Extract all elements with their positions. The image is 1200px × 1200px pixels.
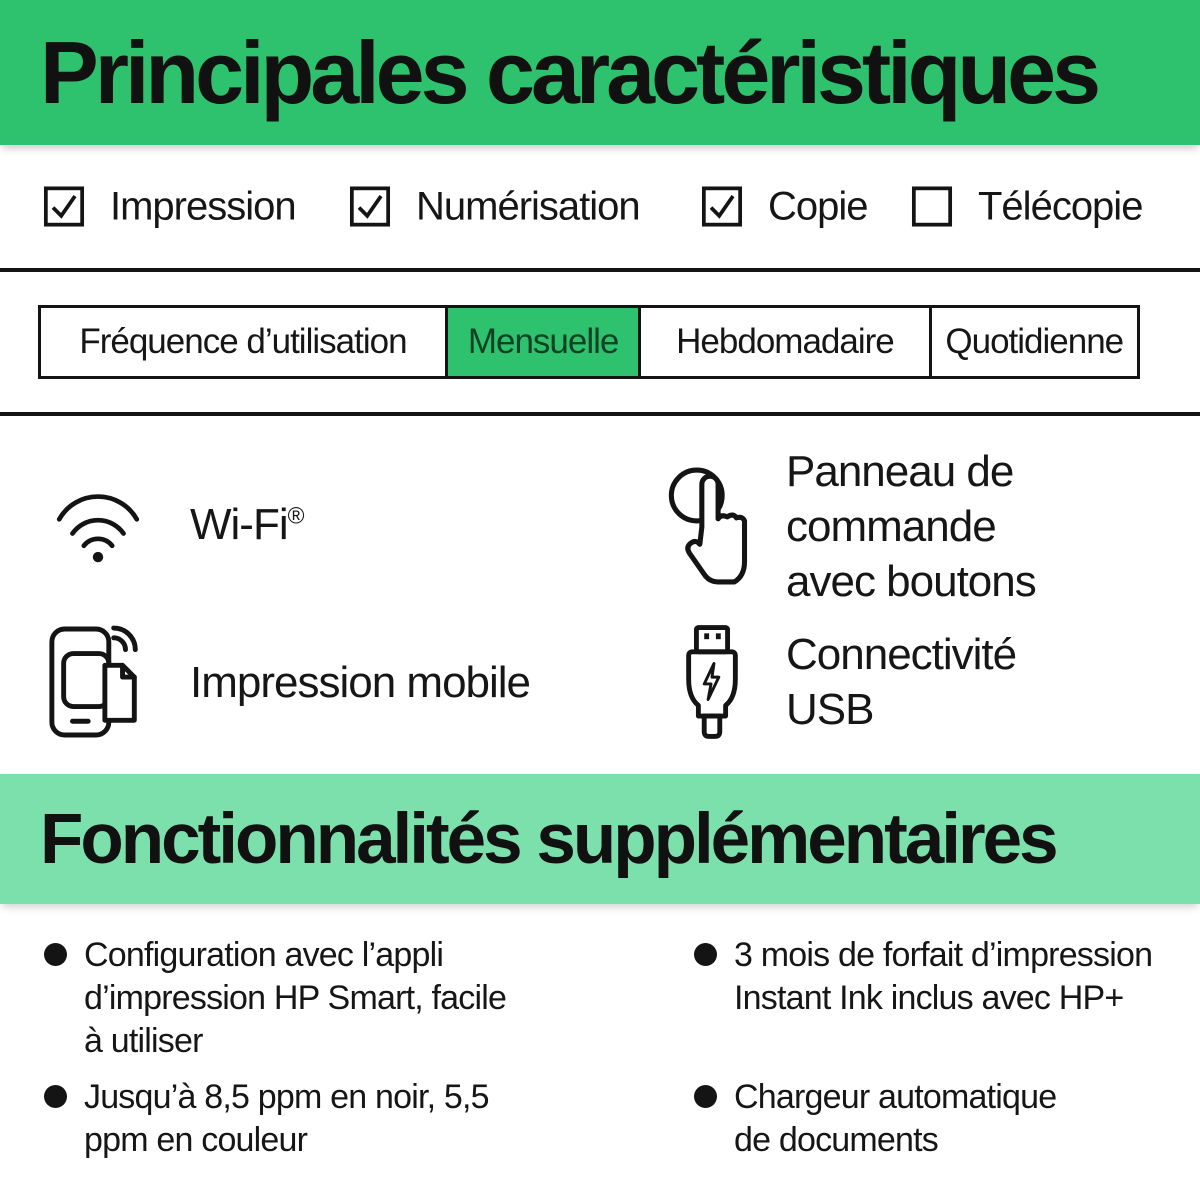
capability-label: Copie (768, 184, 868, 228)
usb-icon (650, 622, 774, 742)
bullet-text: 3 mois de forfait d’impression Instant Ink inclus avec HP+ (734, 936, 1153, 1017)
capability-label: Impression (110, 184, 296, 228)
capability-label: Télécopie (978, 184, 1143, 228)
checkbox-unchecked-icon (910, 185, 954, 229)
checkbox-checked-icon (348, 185, 392, 229)
bullet-dot-icon (694, 1085, 717, 1108)
list-item (44, 934, 514, 1062)
page-title: Principales caractéristiques (40, 22, 1098, 122)
capabilities-row (0, 145, 1200, 272)
additional-features-list (0, 904, 1200, 1192)
usage-frequency-table (38, 305, 1140, 379)
feature-wifi (36, 466, 303, 582)
frequency-row-label: Fréquence d’utilisation (79, 322, 407, 361)
mobile-printing-icon (36, 622, 160, 742)
bullet-dot-icon (694, 943, 717, 966)
usage-frequency-section (0, 272, 1200, 416)
capability-numerisation[interactable] (348, 184, 640, 229)
wifi-icon (36, 480, 160, 568)
feature-label: Impression mobile (190, 657, 531, 707)
list-item (694, 934, 1154, 1020)
features-grid (0, 416, 1200, 774)
feature-mobile-printing (36, 604, 530, 760)
frequency-option-mensuelle[interactable]: Mensuelle (445, 308, 638, 376)
capability-impression[interactable] (42, 184, 296, 229)
feature-usb (650, 604, 1066, 760)
button-press-icon (650, 464, 774, 588)
capability-copie[interactable] (700, 184, 868, 229)
registered-mark: ® (287, 501, 304, 528)
bullet-text: Chargeur automatique de documents (734, 1078, 1057, 1159)
list-item (694, 1076, 1094, 1162)
checkbox-checked-icon (42, 185, 86, 229)
feature-label: Wi-Fi® (190, 499, 304, 549)
capability-label: Numérisation (416, 184, 640, 228)
feature-control-panel (650, 436, 1076, 616)
frequency-option-hebdomadaire[interactable]: Hebdomadaire (638, 308, 928, 376)
bullet-text: Configuration avec l’appli d’impression HP Smart, facile à utiliser (84, 936, 507, 1060)
main-header-banner (0, 0, 1200, 145)
feature-label: Connectivité USB (786, 630, 1017, 734)
bullet-dot-icon (44, 1085, 67, 1108)
capability-telecopie[interactable] (910, 184, 1142, 229)
list-item (44, 1076, 514, 1162)
frequency-option-quotidienne[interactable]: Quotidienne (929, 308, 1137, 376)
additional-features-banner (0, 774, 1200, 904)
feature-label: Panneau de commande avec boutons (786, 446, 1036, 606)
additional-features-title: Fonctionnalités supplémentaires (40, 799, 1056, 879)
bullet-text: Jusqu’à 8,5 ppm en noir, 5,5 ppm en couleur (84, 1078, 489, 1159)
bullet-dot-icon (44, 943, 67, 966)
checkbox-checked-icon (700, 185, 744, 229)
